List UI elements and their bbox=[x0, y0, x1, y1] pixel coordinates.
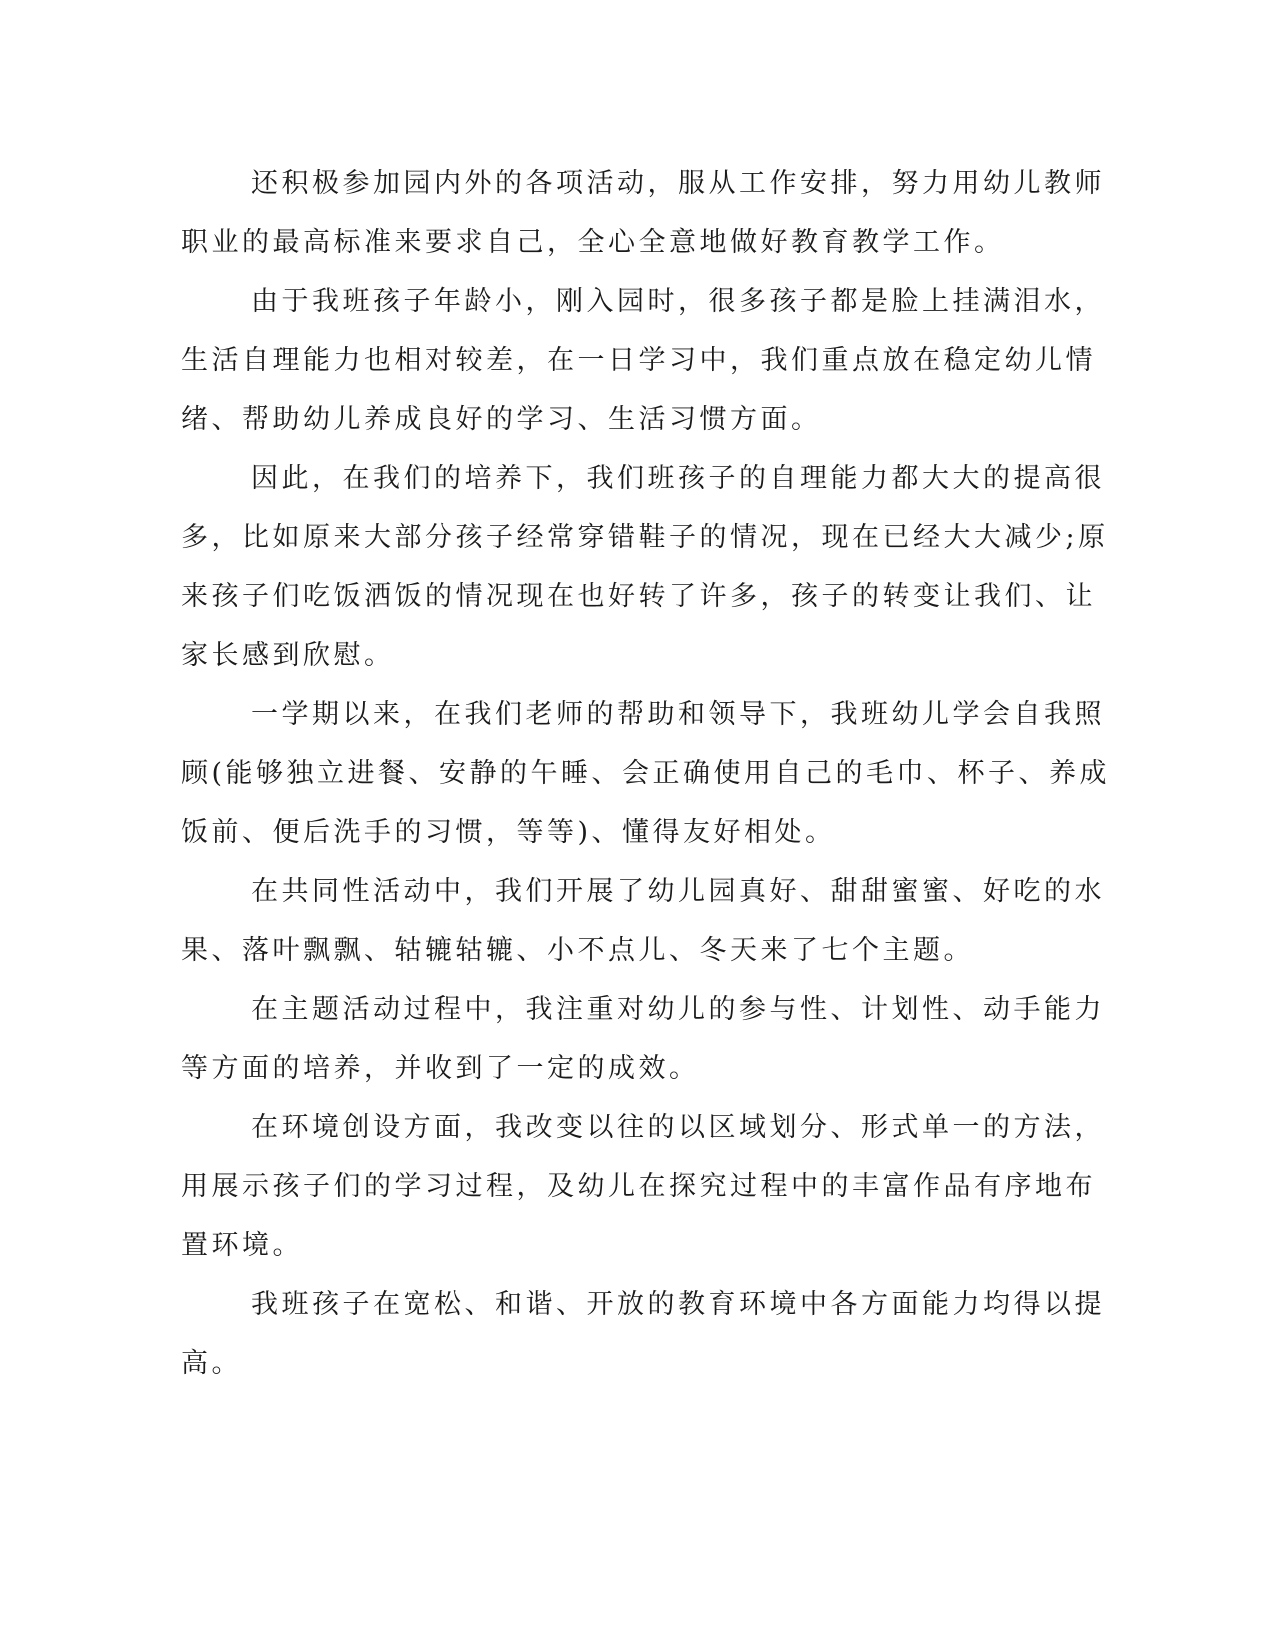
paragraph-line: 职业的最高标准来要求自己，全心全意地做好教育教学工作。 bbox=[181, 227, 1005, 258]
document-body bbox=[181, 154, 1111, 1393]
paragraph-line: 我班孩子在宽松、和谐、开放的教育环境中各方面能力均得以提 bbox=[251, 1289, 1105, 1320]
paragraph-line: 用展示孩子们的学习过程，及幼儿在探究过程中的丰富作品有序地布 bbox=[181, 1171, 1096, 1202]
paragraph-1 bbox=[181, 154, 1105, 272]
paragraph-line: 等方面的培养，并收到了一定的成效。 bbox=[181, 1053, 700, 1084]
paragraph-7 bbox=[181, 1098, 1105, 1275]
paragraph-line: 来孩子们吃饭洒饭的情况现在也好转了许多，孩子的转变让我们、让 bbox=[181, 581, 1096, 612]
paragraph-4 bbox=[181, 685, 1111, 862]
paragraph-2 bbox=[181, 272, 1105, 449]
paragraph-6 bbox=[181, 980, 1105, 1098]
paragraph-line: 家长感到欣慰。 bbox=[181, 640, 395, 671]
paragraph-line: 置环境。 bbox=[181, 1230, 303, 1261]
paragraph-line: 一学期以来，在我们老师的帮助和领导下，我班幼儿学会自我照 bbox=[251, 699, 1105, 730]
paragraph-line: 在主题活动过程中，我注重对幼儿的参与性、计划性、动手能力 bbox=[251, 994, 1105, 1025]
paragraph-line: 多，比如原来大部分孩子经常穿错鞋子的情况，现在已经大大减少;原 bbox=[181, 522, 1109, 553]
paragraph-line: 由于我班孩子年龄小，刚入园时，很多孩子都是脸上挂满泪水， bbox=[251, 286, 1105, 317]
paragraph-line: 顾(能够独立进餐、安静的午睡、会正确使用自己的毛巾、杯子、养成 bbox=[181, 758, 1111, 789]
paragraph-line: 果、落叶飘飘、轱辘轱辘、小不点儿、冬天来了七个主题。 bbox=[181, 935, 974, 966]
paragraph-8 bbox=[181, 1275, 1105, 1393]
paragraph-line: 生活自理能力也相对较差，在一日学习中，我们重点放在稳定幼儿情 bbox=[181, 345, 1096, 376]
paragraph-3 bbox=[181, 449, 1109, 685]
paragraph-line: 绪、帮助幼儿养成良好的学习、生活习惯方面。 bbox=[181, 404, 822, 435]
paragraph-5 bbox=[181, 862, 1105, 980]
paragraph-line: 在环境创设方面，我改变以往的以区域划分、形式单一的方法， bbox=[251, 1112, 1105, 1143]
paragraph-line: 在共同性活动中，我们开展了幼儿园真好、甜甜蜜蜜、好吃的水 bbox=[251, 876, 1105, 907]
paragraph-line: 高。 bbox=[181, 1348, 242, 1379]
paragraph-line: 因此，在我们的培养下，我们班孩子的自理能力都大大的提高很 bbox=[251, 463, 1105, 494]
paragraph-line: 还积极参加园内外的各项活动，服从工作安排，努力用幼儿教师 bbox=[251, 168, 1105, 199]
paragraph-line: 饭前、便后洗手的习惯，等等)、懂得友好相处。 bbox=[181, 817, 836, 848]
